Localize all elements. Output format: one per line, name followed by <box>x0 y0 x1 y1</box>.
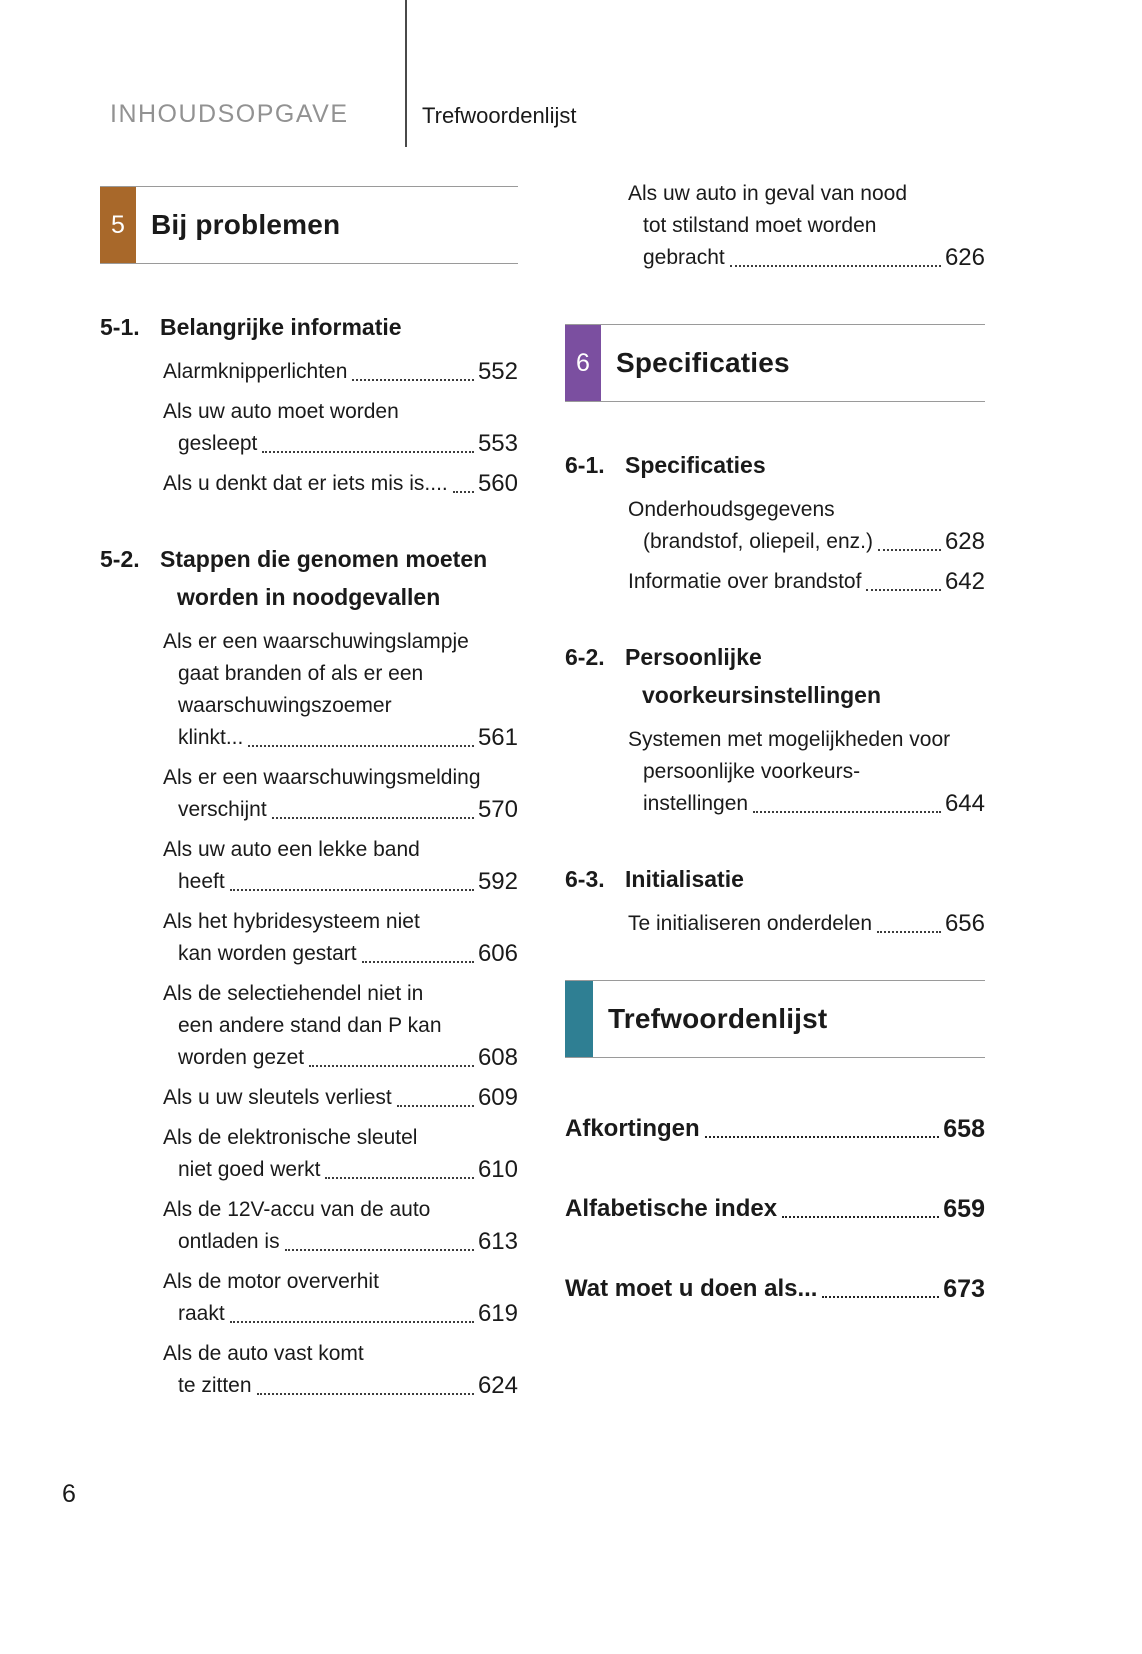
section-header-5 <box>100 186 518 264</box>
group-title-line: Initialisatie <box>625 866 744 892</box>
index-entry <box>565 1112 985 1146</box>
toc-entry-line: Systemen met mogelijkheden voor <box>628 728 951 751</box>
page-ref: 658 <box>943 1115 985 1143</box>
toc-entry-line: persoonlijke voorkeurs- <box>643 760 861 783</box>
toc-entry-line: Als de elektronische sleutel <box>163 1126 418 1149</box>
toc-entry <box>163 1122 518 1186</box>
group-entries <box>100 626 518 1402</box>
toc-group <box>100 540 518 1402</box>
index-entry-label: Alfabetische index <box>565 1195 778 1222</box>
group-title-line: Belangrijke informatie <box>160 314 402 340</box>
group-heading <box>565 638 985 714</box>
toc-entry-line: Als uw auto een lekke band <box>163 838 420 861</box>
toc-entry-text: Alarmknipperlichten <box>163 360 348 383</box>
toc-entry-line <box>163 1298 518 1330</box>
group-label: 6-2. <box>565 644 605 670</box>
toc-entry-text: kan worden gestart <box>178 942 357 965</box>
toc-entry-line <box>163 938 518 970</box>
dot-leader <box>285 1226 474 1251</box>
toc-entry-text: Informatie over brandstof <box>628 570 862 593</box>
toc-entry <box>163 978 518 1074</box>
group-title <box>625 638 985 714</box>
toc-entry-text: Als u denkt dat er iets mis is.... <box>163 472 448 495</box>
toc-entry-line <box>163 866 518 898</box>
toc-entry <box>628 566 985 598</box>
section-number: 5 <box>100 187 136 263</box>
group-heading <box>565 446 985 484</box>
toc-entry <box>163 396 518 460</box>
index-entry-label: Wat moet u doen als... <box>565 1275 818 1302</box>
dot-leader <box>782 1192 939 1218</box>
group-title-line: Specificaties <box>625 452 766 478</box>
toc-entry-line: Als de auto vast komt <box>163 1342 364 1365</box>
index-entry <box>565 1272 985 1306</box>
page-ref: 619 <box>477 1300 518 1327</box>
toc-entry-line <box>163 1370 518 1402</box>
toc-entry-line <box>163 356 518 388</box>
page-ref: 609 <box>477 1084 518 1111</box>
toc-entry <box>163 762 518 826</box>
toc-entry <box>163 1194 518 1258</box>
page-ref: 608 <box>477 1044 518 1071</box>
dot-leader <box>230 866 474 891</box>
group-entries <box>100 356 518 500</box>
group-title-line: worden in noodgevallen <box>177 584 441 610</box>
dot-leader <box>248 722 474 747</box>
toc-entry-line: een andere stand dan P kan <box>178 1014 442 1037</box>
toc-entry-line <box>163 468 518 500</box>
toc-entry-line: Als de selectiehendel niet in <box>163 982 424 1005</box>
toc-entry-line <box>628 788 985 820</box>
page-header-inhoudsopgave: INHOUDSOPGAVE <box>110 100 349 128</box>
toc-group <box>100 308 518 500</box>
header-divider <box>405 0 407 147</box>
toc-column-right <box>565 178 985 1352</box>
page-ref: 610 <box>477 1156 518 1183</box>
page-ref: 613 <box>477 1228 518 1255</box>
group-heading <box>100 540 518 616</box>
group-label: 5-2. <box>100 546 140 572</box>
toc-column-left <box>100 186 518 1442</box>
toc-entry <box>163 1266 518 1330</box>
group-title <box>625 446 985 484</box>
dot-leader <box>309 1042 474 1067</box>
page-ref: 606 <box>477 940 518 967</box>
toc-entry-line <box>628 566 985 598</box>
page-ref: 560 <box>477 470 518 497</box>
toc-entry-text: gesleept <box>178 432 258 455</box>
toc-entry-line <box>628 526 985 558</box>
toc-entry <box>628 494 985 558</box>
group-label: 6-1. <box>565 452 605 478</box>
section-title: Specificaties <box>616 347 790 378</box>
toc-entry-line: Als er een waarschuwingsmelding <box>163 766 481 789</box>
page-ref: 570 <box>477 796 518 823</box>
toc-entry <box>628 178 985 274</box>
page-ref: 552 <box>477 358 518 385</box>
group-title <box>625 860 985 898</box>
toc-entry-line: Als de 12V-accu van de auto <box>163 1198 431 1221</box>
toc-entry-line: Als het hybridesysteem niet <box>163 910 420 933</box>
page-ref: 659 <box>943 1195 985 1223</box>
group-heading <box>565 860 985 898</box>
toc-entry-text: raakt <box>178 1302 225 1325</box>
toc-entry-line <box>163 428 518 460</box>
page-ref: 656 <box>944 910 985 937</box>
toc-entry-line <box>163 722 518 754</box>
page-ref: 592 <box>477 868 518 895</box>
dot-leader <box>878 526 941 551</box>
group-title <box>160 308 518 346</box>
toc-group <box>565 446 985 598</box>
page-ref: 626 <box>944 244 985 271</box>
group-title <box>160 540 518 616</box>
toc-entry-text: ontladen is <box>178 1230 280 1253</box>
toc-entry-text: Te initialiseren onderdelen <box>628 912 872 935</box>
toc-entry-line <box>163 1042 518 1074</box>
section-title: Bij problemen <box>151 209 341 240</box>
toc-entry-text: verschijnt <box>178 798 267 821</box>
toc-entry <box>163 1338 518 1402</box>
index-banner-title: Trefwoordenlijst <box>608 1003 828 1034</box>
toc-entry <box>163 626 518 754</box>
dot-leader <box>352 356 474 381</box>
dot-leader <box>822 1272 939 1298</box>
toc-entry <box>628 724 985 820</box>
dot-leader <box>877 908 941 933</box>
index-banner-bar <box>565 981 593 1057</box>
toc-entry-text: instellingen <box>643 792 749 815</box>
index-banner <box>565 980 985 1058</box>
group-title-line: voorkeursinstellingen <box>642 682 882 708</box>
toc-entry-line: Als de motor oververhit <box>163 1270 379 1293</box>
toc-entry-text: gebracht <box>643 246 725 269</box>
group-entries <box>565 494 985 598</box>
page-ref: 644 <box>944 790 985 817</box>
toc-entry <box>163 468 518 500</box>
toc-entry <box>163 356 518 388</box>
section-number: 6 <box>565 325 601 401</box>
toc-entry-line: Als er een waarschuwingslampje <box>163 630 469 653</box>
toc-entry <box>163 906 518 970</box>
toc-entry-text: te zitten <box>178 1374 252 1397</box>
page-ref: 624 <box>477 1372 518 1399</box>
group-label: 6-3. <box>565 866 605 892</box>
toc-entry-line <box>628 242 985 274</box>
toc-entry-line <box>628 908 985 940</box>
toc-entry-line <box>163 1226 518 1258</box>
dot-leader <box>325 1154 474 1179</box>
page-header-trefwoordenlijst: Trefwoordenlijst <box>422 103 577 128</box>
dot-leader <box>272 794 474 819</box>
page-ref: 642 <box>944 568 985 595</box>
dot-leader <box>397 1082 474 1107</box>
group-entries <box>565 908 985 940</box>
toc-entry <box>163 834 518 898</box>
dot-leader <box>230 1298 474 1323</box>
toc-entry-line: waarschuwingszoemer <box>178 694 392 717</box>
group-entries <box>565 724 985 820</box>
dot-leader <box>730 242 941 267</box>
toc-entry-text: niet goed werkt <box>178 1158 321 1181</box>
toc-group <box>565 638 985 820</box>
toc-entry-text: worden gezet <box>178 1046 305 1069</box>
dot-leader <box>753 788 941 813</box>
toc-entry-line: gaat branden of als er een <box>178 662 424 685</box>
toc-entry-line <box>163 1082 518 1114</box>
toc-entry-text: Als u uw sleutels verliest <box>163 1086 392 1109</box>
group-title-line: Stappen die genomen moeten <box>160 546 488 572</box>
group-label: 5-1. <box>100 314 140 340</box>
toc-entry-line <box>163 1154 518 1186</box>
page-ref: 561 <box>477 724 518 751</box>
toc-group <box>565 860 985 940</box>
group-title-line: Persoonlijke <box>625 644 762 670</box>
index-entry-label: Afkortingen <box>565 1115 700 1142</box>
page-ref: 628 <box>944 528 985 555</box>
toc-entry <box>628 908 985 940</box>
dot-leader <box>362 938 474 963</box>
toc-entry-line <box>163 794 518 826</box>
toc-entry-line: Onderhoudsgegevens <box>628 498 835 521</box>
page-ref: 553 <box>477 430 518 457</box>
toc-entry-text: (brandstof, oliepeil, enz.) <box>643 530 873 553</box>
dot-leader <box>453 468 474 493</box>
toc-entry-line: tot stilstand moet worden <box>643 214 877 237</box>
toc-entry-text: klinkt... <box>178 726 244 749</box>
toc-entry <box>163 1082 518 1114</box>
group-heading <box>100 308 518 346</box>
toc-entry-line: Als uw auto moet worden <box>163 400 399 423</box>
page-ref: 673 <box>943 1275 985 1303</box>
section-header-6 <box>565 324 985 402</box>
dot-leader <box>866 566 941 591</box>
index-entry <box>565 1192 985 1226</box>
toc-entry-text: heeft <box>178 870 225 893</box>
page-number: 6 <box>62 1480 76 1508</box>
dot-leader <box>257 1370 474 1395</box>
dot-leader <box>262 428 474 453</box>
dot-leader <box>705 1112 940 1138</box>
toc-entry-line: Als uw auto in geval van nood <box>628 182 908 205</box>
